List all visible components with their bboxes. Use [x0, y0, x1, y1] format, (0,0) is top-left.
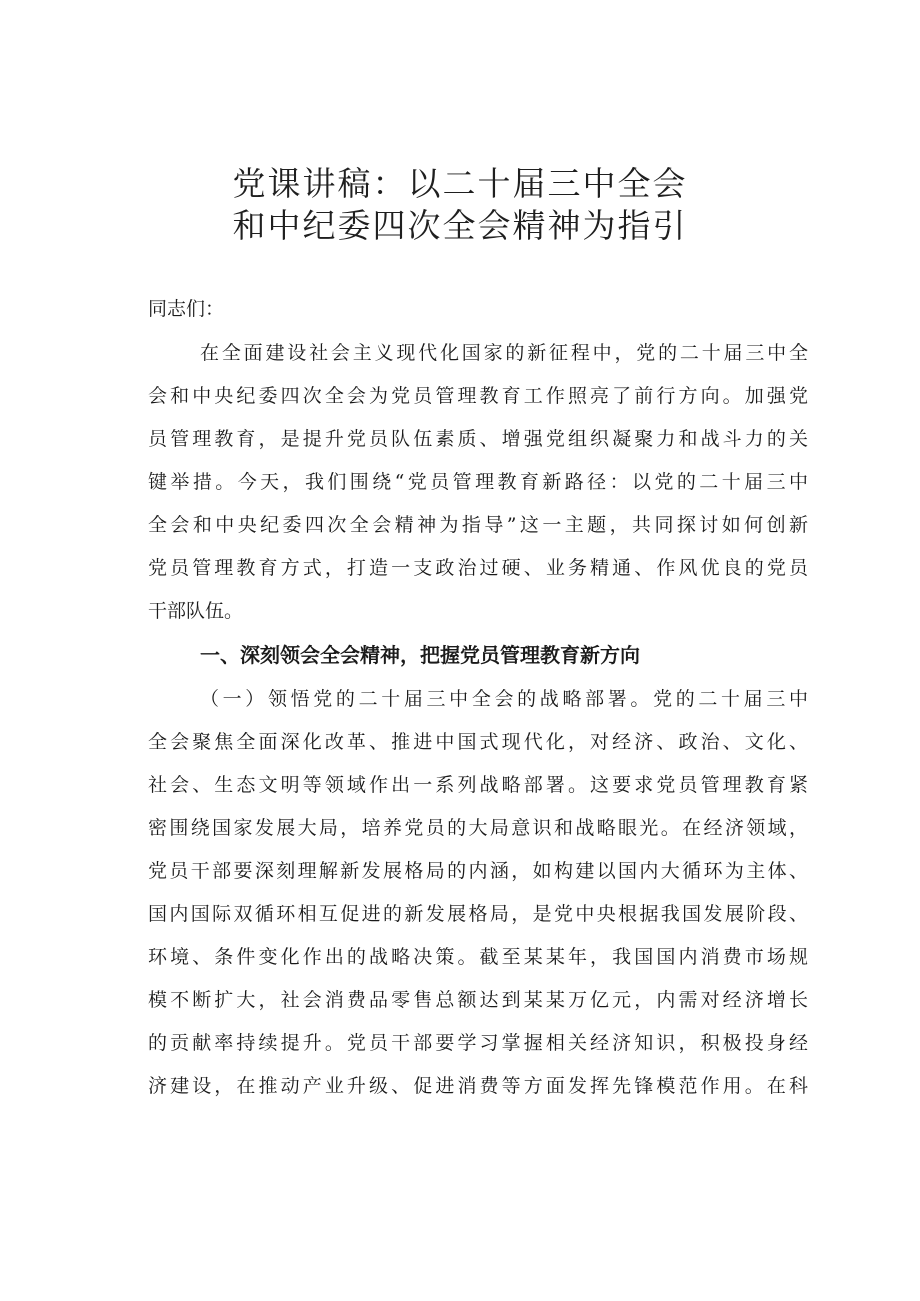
paragraph-line: 国内国际双循环相互促进的新发展格局，是党中央根据我国发展阶段、: [148, 903, 808, 925]
paragraph-line: 在全面建设社会主义现代化国家的新征程中，党的二十届三中全: [200, 342, 808, 364]
paragraph-line: 全会和中央纪委四次全会精神为指导”这一主题，共同探讨如何创新: [148, 514, 808, 536]
salutation: 同志们：: [148, 298, 225, 320]
paragraph-line: 环境、条件变化作出的战略决策。截至某某年，我国国内消费市场规: [148, 946, 808, 968]
section-heading: 一、深刻领会全会精神，把握党员管理教育新方向: [200, 643, 640, 667]
paragraph-line: 党员管理教育方式，打造一支政治过硬、业务精通、作风优良的党员: [148, 557, 808, 579]
paragraph-line: 员管理教育，是提升党员队伍素质、增强党组织凝聚力和战斗力的关: [148, 428, 808, 450]
paragraph-line: 的贡献率持续提升。党员干部要学习掌握相关经济知识，积极投身经: [148, 1032, 808, 1054]
paragraph-line: 键举措。今天，我们围绕“党员管理教育新路径：以党的二十届三中: [148, 471, 808, 493]
paragraph-line: 社会、生态文明等领域作出一系列战略部署。这要求党员管理教育紧: [148, 774, 808, 796]
paragraph-line: 干部队伍。: [148, 600, 244, 622]
paragraph-line: 会和中央纪委四次全会为党员管理教育工作照亮了前行方向。加强党: [148, 385, 808, 407]
paragraph-line: 党员干部要深刻理解新发展格局的内涵，如构建以国内大循环为主体、: [148, 860, 808, 882]
paragraph-line: 济建设，在推动产业升级、促进消费等方面发挥先锋模范作用。在科: [148, 1075, 808, 1097]
paragraph-line: 全会聚焦全面深化改革、推进中国式现代化，对经济、政治、文化、: [148, 731, 808, 753]
paragraph-line: 模不断扩大，社会消费品零售总额达到某某万亿元，内需对经济增长: [148, 989, 808, 1011]
document-title-line-1: 党课讲稿：以二十届三中全会: [232, 164, 688, 203]
paragraph-line: （一）领悟党的二十届三中全会的战略部署。党的二十届三中: [200, 688, 808, 710]
document-title-line-2: 和中纪委四次全会精神为指引: [232, 206, 688, 245]
paragraph-line: 密围绕国家发展大局，培养党员的大局意识和战略眼光。在经济领域，: [148, 817, 808, 839]
